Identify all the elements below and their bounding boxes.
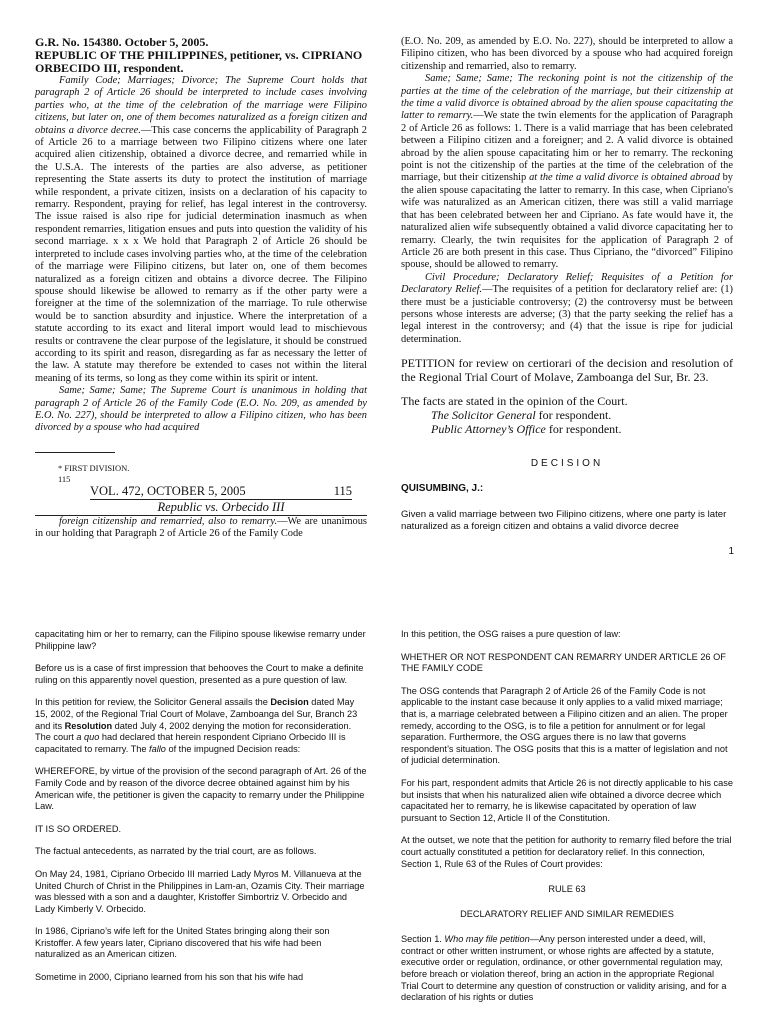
bottom-left-p3: In this petition for review, the Solicitor General assails the Decision dated May 15, 2002, of the Regional Trial Court of Molave, Zamboanga del Sur, Branch 23 and its Resolution dated July 4, 2002 denying the motion for reconsideration. The court a quo had declared that herein respondent Cipriano Orbecido III is capacitated to remarry. The fallo of the impugned Decision reads: (35, 697, 358, 754)
running-head-volume: VOL. 472, OCTOBER 5, 2005 (90, 484, 246, 498)
bottom-left-p7: On May 24, 1981, Cipriano Orbecido III married Lady Myros M. Villanueva at the United Church of Christ in the Philippines in Lam-an, Ozamis City. Their marriage was blessed with a son and a daughter, Kristoffer Simbortriz V. Orbecido and Lady Kimberly V. Orbecido. (35, 868, 365, 914)
counsel-solicitor: The Solicitor General for respondent. (431, 408, 612, 423)
bottom-left-p4: WHEREFORE, by virtue of the provision of the second paragraph of Art. 26 of the Family Code and by reason of the divorce decree obtained against him by his American wife, the petitioner is given the capacity to remarry under the Philippine Law. (35, 766, 367, 812)
bottom-right-p4: For his part, respondent admits that Article 26 is not directly applicable to his case but insists that when his naturalized alien wife obtained a divorce decree which capacitated her to remarry, he is likewise capacitated by operation of law pursuant to Section 12, Article II of the Constitution. (401, 777, 733, 823)
bottom-left-p6: The factual antecedents, as narrated by the trial court, are as follows. (35, 846, 317, 857)
running-head (90, 484, 352, 498)
running-head-case: Republic vs. Orbecido III (157, 500, 285, 514)
petition-text: PETITION for review on certiorari of the decision and resolution of the Regional Trial Court of Molave, Zamboanga del Sur, Br. 23. (401, 356, 733, 385)
top-left-column (35, 36, 367, 435)
footnote (58, 463, 258, 484)
footnote-division: * FIRST DIVISION. (58, 463, 130, 473)
facts-text: The facts are stated in the opinion of the Court. (401, 394, 628, 409)
case-number: G.R. No. 154380. October 5, 2005. (35, 35, 209, 49)
syllabus-paragraph-1: Family Code; Marriages; Divorce; The Supreme Court holds that paragraph 2 of Article 26 should be interpreted to include cases involving parties who, at the time of the celebration of the marriage were Filipino citizens, but later on, one of them becomes naturalized as a foreign citizen and obtains a divorce decree.—This case concerns the applicability of Paragraph 2 of Article 26 to a marriage between two Filipino citizens where one later acquired alien citizenship, obtained a divorce decree, and remarried while in the U.S.A. The interests of the parties are also adverse, as petitioner representing the State asserts its duty to protect the institution of marriage while respondent, a private citizen, insists on a declaration of his capacity to remarry. Respondent, praying for relief, has legal interest in the controversy. The issue raised is also ripe for judicial determination inasmuch as when respondent remarries, litigation ensues and puts into question the validity of his second marriage. x x x We hold that Paragraph 2 of Article 26 should be interpreted to include cases involving parties who, at the time of the celebration of the marriage were Filipino citizens, but later on, one of them becomes naturalized as a foreign citizen and obtains a divorce decree. The Filipino spouse should likewise be allowed to remarry as if the other party were a foreigner at the time of the solemnization of the marriage. To rule otherwise would be to sanction absurdity and injustice. Where the interpretation of a statute according to its exact and literal import would lead to mischievous results or contravene the clear purpose of the legislature, it should be construed according to its spirit and reason, disregarding as far as necessary the letter of the law. A statute may therefore be extended to cases not within the literal meaning of its terms, so long as they come within its spirit or intent. (35, 75, 367, 384)
bottom-left-column (35, 629, 367, 984)
continuation-paragraph: foreign citizenship and remarried, also to remarry.—We are unanimous in our holding that Paragraph 2 of Article 26 of the Family Code (35, 516, 367, 540)
bottom-left-p9: Sometime in 2000, Cipriano learned from his son that his wife had (35, 972, 304, 983)
bottom-right-p1: In this petition, the OSG raises a pure question of law: (401, 629, 621, 639)
bottom-right-p5: At the outset, we note that the petition for authority to remarry filed before the trial court actually constituted a petition for declaratory relief. In this connection, Section 1, Rule 63 of the Rules of Court provides: (401, 835, 732, 869)
bottom-left-p5: IT IS SO ORDERED. (35, 823, 122, 834)
footnote-page: 115 (58, 473, 71, 484)
decision-opening: Given a valid marriage between two Filipino citizens, where one party is later naturalized as a foreign citizen and obtains a valid divorce decree (401, 509, 727, 532)
top-right-column (401, 36, 733, 436)
ponente: QUISUMBING, J.: (401, 483, 484, 494)
rule-title: DECLARATORY RELIEF AND SIMILAR REMEDIES (460, 908, 674, 919)
counsel-pao: Public Attorney’s Office for respondent. (431, 422, 622, 437)
bottom-left-p2: Before us is a case of first impression that behooves the Court to make a definite ruling on this apparently novel question, presented as a pure question of law. (35, 663, 364, 685)
bottom-right-p3: The OSG contends that Paragraph 2 of Article 26 of the Family Code is not applicable to the instant case because it only applies to a valid mixed marriage; that is, a marriage celebrated between a Filipino citizen and an alien. The proper remedy, according to the OSG, is to file a petition for annulment or for legal separation. Furthermore, the OSG argues there is no law that governs respondent’s situation. The OSG posits that this is a matter of legislation and not of judicial determination. (401, 685, 728, 766)
running-head-page: 115 (333, 484, 352, 498)
syllabus-paragraph-2: Same; Same; Same; The Supreme Court is unanimous in holding that paragraph 2 of Article 26 of the Family Code (E.O. No. 209, as amended by E.O. No. 227), should be interpreted to allow a Filipino citizen, who has been divorced by a spouse who had acquired (35, 385, 367, 434)
case-parties: REPUBLIC OF THE PHILIPPINES, petitioner, vs. CIPRIANO ORBECIDO III, respondent. (35, 48, 363, 75)
bottom-right-column (401, 629, 733, 1004)
bottom-left-p1: capacitating him or her to remarry, can the Filipino spouse likewise remarry under Philippine law? (35, 629, 366, 651)
bottom-left-p8: In 1986, Cipriano’s wife left for the United States bringing along their son Kristoffer. A few years later, Cipriano discovered that his wife had been naturalized as an American citizen. (35, 926, 330, 960)
section-1-text: Section 1. Who may file petition—Any person interested under a deed, will, contract or other written instrument, or whose rights are affected by a statute, executive order or regulation, ordinance, or other governmental regulation may, before breach or violation thereof, bring an action in the appropriate Regional Trial Court to determine any question of construction or validity arising, and for a declaration of his rights or duties (401, 934, 727, 1003)
page-number: 1 (728, 546, 734, 557)
syllabus-continued: (E.O. No. 209, as amended by E.O. No. 227), should be interpreted to allow a Filipino citizen, who has been divorced by a spouse who had acquired foreign citizenship and remarried, also to remarry. (401, 36, 733, 72)
rule-heading: RULE 63 (548, 884, 586, 895)
decision-heading: DECISION (530, 458, 604, 469)
syllabus-paragraph-4: Civil Procedure; Declaratory Relief; Requisites of a Petition for Declaratory Relief.—The requisites of a petition for declaratory relief are: (1) there must be a justiciable controversy; (2) the controversy must be between persons whose interests are adverse; (3) that the party seeking the relief has a legal interest in the controversy; and (4) that the issue is ripe for judicial determination. (401, 271, 733, 345)
syllabus-paragraph-3: Same; Same; Same; The reckoning point is not the citizenship of the parties at the time of the celebration of the marriage, but their citizenship at the time a valid divorce is obtained abroad by the alien spouse capacitating the latter to remarry.—We state the twin elements for the application of Paragraph 2 of Article 26 as follows: 1. There is a valid marriage that has been celebrated between a Filipino citizen and a foreigner; and 2. A valid divorce is obtained abroad by the alien spouse capacitating him or her to remarry. The reckoning point is not the citizenship of the parties at the time of the celebration of the marriage, but their citizenship at the time a valid divorce is obtained abroad by the alien spouse capacitating the latter to remarry. In this case, when Cipriano's wife was naturalized as an American citizen, there was still a valid marriage that has been celebrated between her and Cipriano. As fate would have it, the naturalized alien wife subsequently obtained a valid divorce capacitating her to remarry. Clearly, the twin requisites for the application of Paragraph 2 of Article 26 are both present in this case. Thus Cipriano, the “divorced” Filipino spouse, should be allowed to remarry. (401, 73, 733, 271)
footnote-rule (35, 452, 115, 453)
bottom-right-issue: WHETHER OR NOT RESPONDENT CAN REMARRY UNDER ARTICLE 26 OF THE FAMILY CODE (401, 651, 726, 674)
